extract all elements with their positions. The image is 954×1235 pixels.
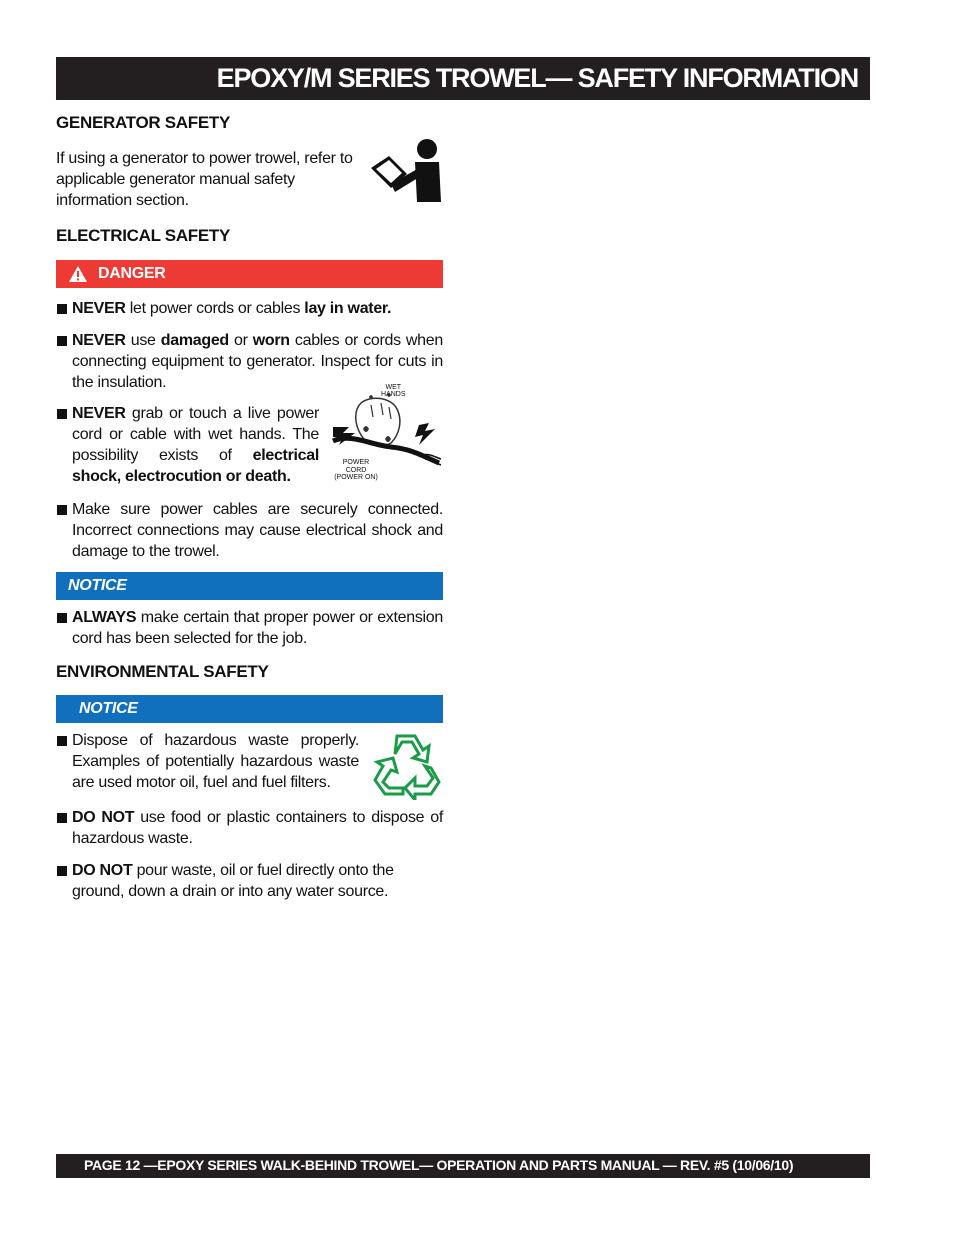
page-footer-bar xyxy=(56,1154,870,1178)
read-manual-icon xyxy=(367,138,443,209)
bullet-square-icon xyxy=(57,336,67,346)
notice-banner xyxy=(56,695,443,723)
list-item xyxy=(56,403,443,487)
bullet-square-icon xyxy=(57,813,67,823)
list-item xyxy=(56,499,443,562)
bullet-strong: NEVER xyxy=(72,332,126,349)
recycle-section xyxy=(56,730,443,805)
danger-label: DANGER xyxy=(98,265,166,282)
list-item xyxy=(56,298,443,319)
content-column xyxy=(56,112,443,902)
generator-text: If using a generator to power trowel, refer to applicable generator manual safety information section. xyxy=(56,150,353,209)
list-item xyxy=(56,807,443,849)
bullet-square-icon xyxy=(57,409,67,419)
bullet-strong: worn xyxy=(252,332,290,349)
bullet-text: make certain that proper power or extension cord has been selected for the job. xyxy=(72,609,443,647)
notice-banner xyxy=(56,572,443,600)
list-item xyxy=(56,730,443,793)
wet-hands-label: WET HANDS xyxy=(381,384,406,398)
notice-label: NOTICE xyxy=(68,577,127,594)
electrical-safety-heading: ELECTRICAL SAFETY xyxy=(56,226,231,245)
footer-text: PAGE 12 —EPOXY SERIES WALK-BEHIND TROWEL— OPERATION AND PARTS MANUAL — REV. #5 (10/06/10) xyxy=(84,1157,794,1173)
bullet-strong: NEVER xyxy=(72,300,126,317)
bullet-text: cables or cords when connecting equipment to generator. Inspect for cuts in the insulation. xyxy=(72,332,443,391)
bullet-square-icon xyxy=(57,613,67,623)
bullet-square-icon xyxy=(57,866,67,876)
bullet-square-icon xyxy=(57,304,67,314)
notice-label: NOTICE xyxy=(79,700,138,717)
bullet-text: pour waste, oil or fuel directly onto the ground, down a drain or into any water source. xyxy=(72,862,394,900)
bullet-text: use xyxy=(125,332,161,349)
bullet-strong: electrical shock, electrocution or death. xyxy=(72,447,319,485)
bullet-text: use food or plastic containers to dispose of hazardous waste. xyxy=(72,809,443,847)
bullet-strong: DO NOT xyxy=(72,862,133,879)
page-header-bar xyxy=(56,57,870,100)
environmental-safety-heading: ENVIRONMENTAL SAFETY xyxy=(56,662,269,681)
bullet-strong: lay in water. xyxy=(304,300,392,317)
list-item xyxy=(56,860,443,902)
bullet-square-icon xyxy=(57,505,67,515)
danger-banner xyxy=(56,260,443,288)
bullet-text: grab or touch a live power cord or cable with wet hands. The possibility exists of xyxy=(72,405,319,464)
bullet-text: Make sure power cables are securely connected. Incorrect connections may cause electrical shock and damage to the trowel. xyxy=(72,501,443,560)
warning-triangle-icon xyxy=(68,265,88,283)
bullet-strong: ALWAYS xyxy=(72,609,137,626)
bullet-text: let power cords or cables xyxy=(125,300,305,317)
generator-section xyxy=(56,148,443,211)
bullet-strong: damaged xyxy=(160,332,229,349)
list-item xyxy=(56,607,443,649)
bullet-square-icon xyxy=(57,736,67,746)
wet-hands-section xyxy=(56,384,443,487)
bullet-text: Dispose of hazardous waste properly. Examples of potentially hazardous waste are used motor oil, fuel and fuel filters. xyxy=(72,732,359,791)
page-title: EPOXY/M SERIES TROWEL— SAFETY INFORMATION xyxy=(216,63,858,93)
bullet-strong: NEVER xyxy=(72,405,126,422)
power-cord-label: POWER CORD (POWER ON) xyxy=(334,459,378,481)
bullet-text: or xyxy=(228,332,253,349)
bullet-strong: DO NOT xyxy=(72,809,135,826)
generator-safety-heading: GENERATOR SAFETY xyxy=(56,113,231,132)
